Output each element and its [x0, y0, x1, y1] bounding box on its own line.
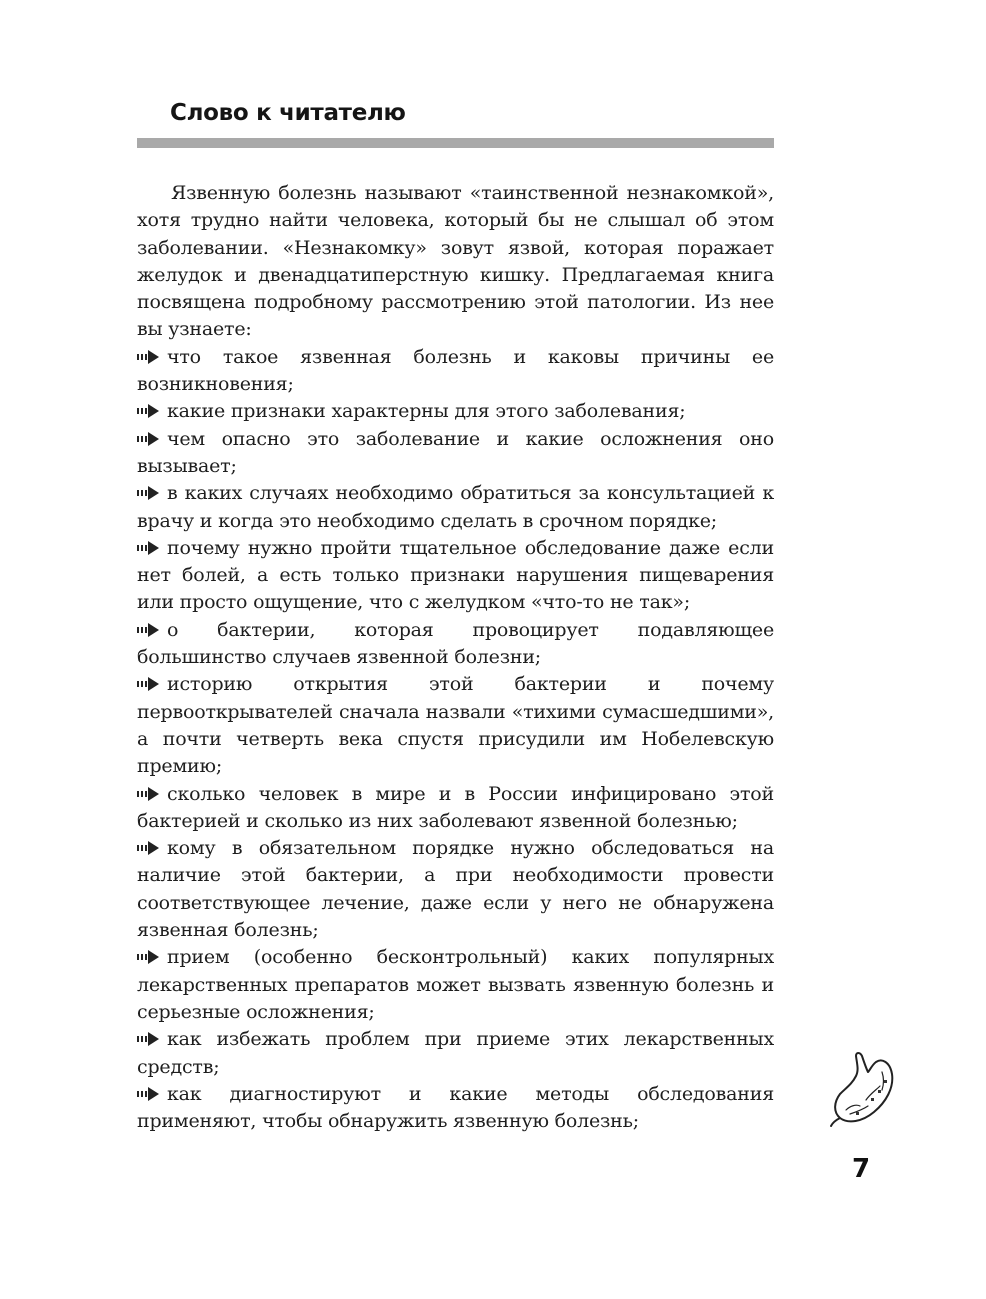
list-item-text: какие признаки характерны для этого заболевания; — [167, 400, 686, 423]
arrow-bullet-icon — [137, 1026, 167, 1053]
list-item-text: почему нужно пройти тщательное обследование даже если нет болей, а есть только признаки нарушения пищеварения или просто ощущение, что с желудком «что-то не так»; — [137, 536, 774, 614]
list-item-text: сколько человек в мире и в России инфицировано этой бактерией и сколько из них заболевают язвенной болезнью; — [137, 782, 774, 832]
topic-list — [137, 344, 774, 1136]
heading-rule — [137, 138, 774, 148]
page-title: Слово к читателю — [170, 100, 406, 126]
list-item-text: как избежать проблем при приеме этих лекарственных средств; — [137, 1028, 774, 1078]
list-item — [137, 480, 774, 535]
list-item — [137, 617, 774, 672]
arrow-bullet-icon — [137, 344, 167, 371]
arrow-bullet-icon — [137, 944, 167, 971]
arrow-bullet-icon — [137, 1081, 167, 1108]
body-text — [137, 180, 774, 1135]
list-item — [137, 835, 774, 944]
list-item — [137, 398, 774, 425]
intro-paragraph: Язвенную болезнь называют «таинственной незнакомкой», хотя трудно найти человека, который бы не слышал об этом заболевании. «Незнакомку» зовут язвой, которая поражает желудок и двенадцатиперстную кишку. Предлагаемая книга посвящена подробному рассмотрению этой патологии. Из нее вы узнаете: — [137, 182, 774, 341]
arrow-bullet-icon — [137, 671, 167, 698]
list-item — [137, 944, 774, 1026]
stomach-icon — [826, 1050, 900, 1130]
list-item-text: как диагностируют и какие методы обследования применяют, чтобы обнаружить язвенную болезнь; — [137, 1082, 774, 1133]
arrow-bullet-icon — [137, 426, 167, 453]
arrow-bullet-icon — [137, 617, 167, 644]
list-item — [137, 535, 774, 617]
arrow-bullet-icon — [137, 535, 167, 562]
list-item-text: чем опасно это заболевание и какие осложнения оно вызывает; — [137, 427, 774, 477]
list-item-text: прием (особенно бесконтрольный) каких популярных лекарственных препаратов может вызвать язвенную болезнь и серьезные осложнения; — [137, 946, 774, 1023]
list-item-text: в каких случаях необходимо обратиться за консультацией к врачу и когда это необходимо сделать в срочном порядке; — [137, 482, 774, 532]
arrow-bullet-icon — [137, 398, 167, 425]
list-item — [137, 671, 774, 780]
list-item — [137, 1081, 774, 1136]
list-item — [137, 781, 774, 836]
list-item — [137, 426, 774, 481]
list-item — [137, 344, 774, 399]
page-number: 7 — [852, 1154, 871, 1184]
list-item-text: что такое язвенная болезнь и каковы причины ее возникновения; — [137, 345, 774, 396]
arrow-bullet-icon — [137, 781, 167, 808]
list-item-text: кому в обязательном порядке нужно обследоваться на наличие этой бактерии, а при необходимости провести соответствующее лечение, даже если у него не обнаружена язвенная болезнь; — [137, 837, 774, 942]
list-item-text: о бактерии, которая провоцирует подавляющее большинство случаев язвенной болезни; — [137, 618, 774, 669]
arrow-bullet-icon — [137, 480, 167, 507]
list-item-text: историю открытия этой бактерии и почему первооткрывателей сначала назвали «тихими сумасшедшими», а почти четверть века спустя присудили им Нобелевскую премию; — [137, 673, 774, 778]
list-item — [137, 1026, 774, 1081]
arrow-bullet-icon — [137, 835, 167, 862]
